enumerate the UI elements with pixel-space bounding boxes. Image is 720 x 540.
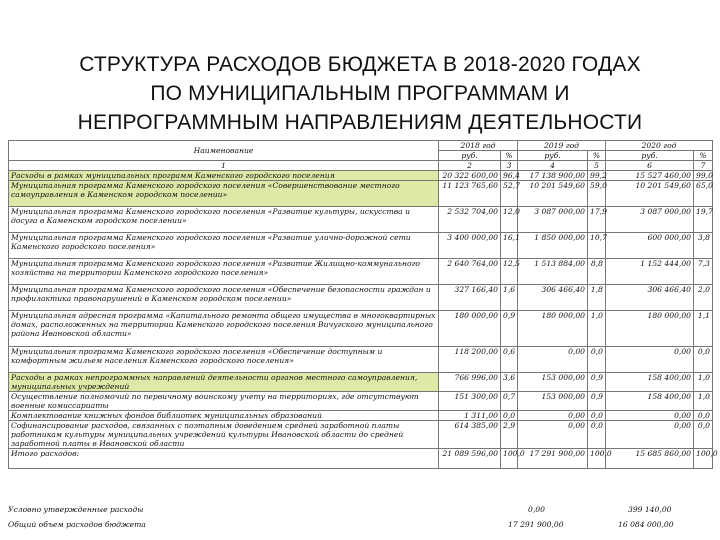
header-year-2019: 2019 год <box>518 141 606 151</box>
cell-p2020: 1,0 <box>694 392 713 411</box>
cell-p2018: 12,5 <box>501 259 518 285</box>
cell-v2019: 3 087 000,00 <box>518 207 588 233</box>
table-row <box>9 171 713 181</box>
colnum-4: 4 <box>518 161 588 171</box>
cell-v2018: 1 311,00 <box>439 411 501 421</box>
table-row <box>9 449 713 469</box>
row-name: Муниципальная адресная программа «Капитального ремонта общего имущества в многоквартирных домах, расположенных на территории Каменского городского поселения Вичугского муниципального района Ивановской области» <box>9 311 439 347</box>
header-name: Наименование <box>9 141 439 161</box>
cell-v2020: 15 685 860,00 <box>606 449 694 469</box>
cell-p2020: 100,0 <box>694 449 713 469</box>
table-row <box>9 207 713 233</box>
cell-p2019: 1,0 <box>588 311 606 347</box>
row-name: Муниципальная программа Каменского городского поселения «Обеспечение безопасности граждан и профилактика правонарушений в Каменском городском поселении» <box>9 285 439 311</box>
cell-v2020: 10 201 549,60 <box>606 181 694 207</box>
cell-v2020: 158 400,00 <box>606 392 694 411</box>
table-row <box>9 259 713 285</box>
cell-p2019: 0,0 <box>588 347 606 373</box>
cell-p2019: 0,9 <box>588 373 606 392</box>
header-pct-2018: % <box>501 151 518 161</box>
row-name: Комплектование книжных фондов библиотек муниципальных образований <box>9 411 439 421</box>
cell-p2020: 65,0 <box>694 181 713 207</box>
cell-p2020: 0,0 <box>694 347 713 373</box>
header-row-years <box>9 141 713 151</box>
cell-v2020: 15 527 460,00 <box>606 171 694 181</box>
footer-total-2020: 16 084 000,00 <box>618 520 674 529</box>
footer-conditional-2019: 0,00 <box>528 505 545 514</box>
table-row <box>9 392 713 411</box>
cell-p2018: 0,0 <box>501 411 518 421</box>
header-rub-2018: руб. <box>439 151 501 161</box>
cell-v2020: 0,00 <box>606 421 694 449</box>
footer-total-label: Общий объем расходов бюджета <box>8 520 146 529</box>
table-row <box>9 285 713 311</box>
title-line-1: СТРУКТУРА РАСХОДОВ БЮДЖЕТА В 2018-2020 ГОДАХ <box>79 53 641 76</box>
cell-p2019: 1,8 <box>588 285 606 311</box>
cell-p2018: 1,6 <box>501 285 518 311</box>
cell-p2018: 16,1 <box>501 233 518 259</box>
cell-p2018: 100,0 <box>501 449 518 469</box>
header-year-2020: 2020 год <box>606 141 713 151</box>
cell-p2018: 96,4 <box>501 171 518 181</box>
cell-p2018: 3,6 <box>501 373 518 392</box>
cell-v2019: 153 000,00 <box>518 373 588 392</box>
footer-conditional-row <box>8 505 672 514</box>
cell-p2020: 1,0 <box>694 373 713 392</box>
cell-p2020: 0,0 <box>694 421 713 449</box>
cell-p2020: 2,0 <box>694 285 713 311</box>
cell-v2018: 2 640 764,00 <box>439 259 501 285</box>
cell-v2020: 0,00 <box>606 347 694 373</box>
header-rub-2019: руб. <box>518 151 588 161</box>
cell-v2019: 1 850 000,00 <box>518 233 588 259</box>
cell-v2018: 766 996,00 <box>439 373 501 392</box>
title-line-2: ПО МУНИЦИПАЛЬНЫМ ПРОГРАММАМ И <box>150 82 570 105</box>
table-row <box>9 411 713 421</box>
cell-v2019: 0,00 <box>518 347 588 373</box>
cell-v2018: 614 385,00 <box>439 421 501 449</box>
row-name: Софинансирование расходов, связанных с поэтапным доведением средней заработной платы работникам культуры муниципальных учреждений культуры Ивановской области до средней заработной платы в Ивановской области <box>9 421 439 449</box>
cell-p2018: 12,0 <box>501 207 518 233</box>
cell-p2019: 0,0 <box>588 421 606 449</box>
cell-v2019: 153 000,00 <box>518 392 588 411</box>
cell-v2019: 1 513 884,00 <box>518 259 588 285</box>
cell-v2020: 600 000,00 <box>606 233 694 259</box>
header-pct-2019: % <box>588 151 606 161</box>
cell-p2019: 99,2 <box>588 171 606 181</box>
cell-v2018: 3 400 000,00 <box>439 233 501 259</box>
cell-v2020: 180 000,00 <box>606 311 694 347</box>
cell-v2018: 118 200,00 <box>439 347 501 373</box>
table-row <box>9 421 713 449</box>
cell-p2019: 10,7 <box>588 233 606 259</box>
cell-p2020: 19,7 <box>694 207 713 233</box>
row-name: Муниципальная программа Каменского городского поселения «Обеспечение доступным и комфортным жильем населения Каменского городского поселения» <box>9 347 439 373</box>
cell-v2019: 0,00 <box>518 411 588 421</box>
cell-v2018: 2 532 704,00 <box>439 207 501 233</box>
row-name: Расходы в рамках муниципальных программ Каменского городского поселения <box>9 171 439 181</box>
cell-v2019: 17 138 900,00 <box>518 171 588 181</box>
footer-conditional-label: Условно утвержденные расходы <box>8 505 144 514</box>
page-title <box>0 50 720 137</box>
cell-p2020: 99,0 <box>694 171 713 181</box>
cell-p2019: 8,8 <box>588 259 606 285</box>
table-row <box>9 233 713 259</box>
cell-v2019: 17 291 900,00 <box>518 449 588 469</box>
cell-p2019: 59,0 <box>588 181 606 207</box>
cell-v2019: 180 000,00 <box>518 311 588 347</box>
cell-v2020: 158 400,00 <box>606 373 694 392</box>
cell-v2020: 0,00 <box>606 411 694 421</box>
cell-v2019: 10 201 549,60 <box>518 181 588 207</box>
header-year-2018: 2018 год <box>439 141 518 151</box>
colnum-6: 6 <box>606 161 694 171</box>
header-rub-2020: руб. <box>606 151 694 161</box>
table-row <box>9 347 713 373</box>
colnum-2: 2 <box>439 161 501 171</box>
cell-v2020: 3 087 000,00 <box>606 207 694 233</box>
cell-v2020: 306 466,40 <box>606 285 694 311</box>
row-name: Муниципальная программа Каменского городского поселения «Совершенствование местного самоуправления в Каменском городском поселении» <box>9 181 439 207</box>
cell-v2018: 20 322 600,00 <box>439 171 501 181</box>
title-line-3: НЕПРОГРАММНЫМ НАПРАВЛЕНИЯМ ДЕЯТЕЛЬНОСТИ <box>77 111 643 134</box>
cell-p2019: 100,0 <box>588 449 606 469</box>
cell-p2018: 2,9 <box>501 421 518 449</box>
cell-v2018: 151 300,00 <box>439 392 501 411</box>
cell-p2020: 3,8 <box>694 233 713 259</box>
cell-p2019: 17,9 <box>588 207 606 233</box>
footer-total-row <box>8 520 674 529</box>
cell-p2019: 0,9 <box>588 392 606 411</box>
cell-v2019: 0,00 <box>518 421 588 449</box>
colnum-5: 5 <box>588 161 606 171</box>
header-pct-2020: % <box>694 151 713 161</box>
table-row <box>9 373 713 392</box>
cell-v2018: 11 123 765,60 <box>439 181 501 207</box>
cell-v2018: 327 166,40 <box>439 285 501 311</box>
row-name: Расходы в рамках непрограммных направлений деятельности органов местного самоуправления, муниципальных учреждений <box>9 373 439 392</box>
budget-table <box>8 140 718 469</box>
row-name: Муниципальная программа Каменского городского поселения «Развитие Жилищно-коммунального хозяйства на территории Каменского городского поселения» <box>9 259 439 285</box>
cell-v2019: 306 466,40 <box>518 285 588 311</box>
cell-v2018: 180 000,00 <box>439 311 501 347</box>
cell-v2018: 21 089 596,00 <box>439 449 501 469</box>
cell-p2020: 0,0 <box>694 411 713 421</box>
cell-p2018: 0,7 <box>501 392 518 411</box>
cell-v2020: 1 152 444,00 <box>606 259 694 285</box>
footer-conditional-2020: 399 140,00 <box>628 505 672 514</box>
row-name: Осуществление полномочий по первичному воинскому учету на территориях, где отсутствуют военные комиссариаты <box>9 392 439 411</box>
header-row-colnums <box>9 161 713 171</box>
cell-p2020: 1,1 <box>694 311 713 347</box>
footer-total-2019: 17 291 900,00 <box>508 520 564 529</box>
row-name: Муниципальная программа Каменского городского поселения «Развитие культуры, искусства и досуга в Каменском городском поселении» <box>9 207 439 233</box>
table-row <box>9 181 713 207</box>
row-name: Итого расходов: <box>9 449 439 469</box>
cell-p2018: 52,7 <box>501 181 518 207</box>
colnum-1: 1 <box>9 161 439 171</box>
cell-p2018: 0,6 <box>501 347 518 373</box>
table-row <box>9 311 713 347</box>
cell-p2020: 7,3 <box>694 259 713 285</box>
cell-p2019: 0,0 <box>588 411 606 421</box>
colnum-3: 3 <box>501 161 518 171</box>
cell-p2018: 0,9 <box>501 311 518 347</box>
colnum-7: 7 <box>694 161 713 171</box>
row-name: Муниципальная программа Каменского городского поселения «Развитие улично-дорожной сети Каменского городского поселения» <box>9 233 439 259</box>
